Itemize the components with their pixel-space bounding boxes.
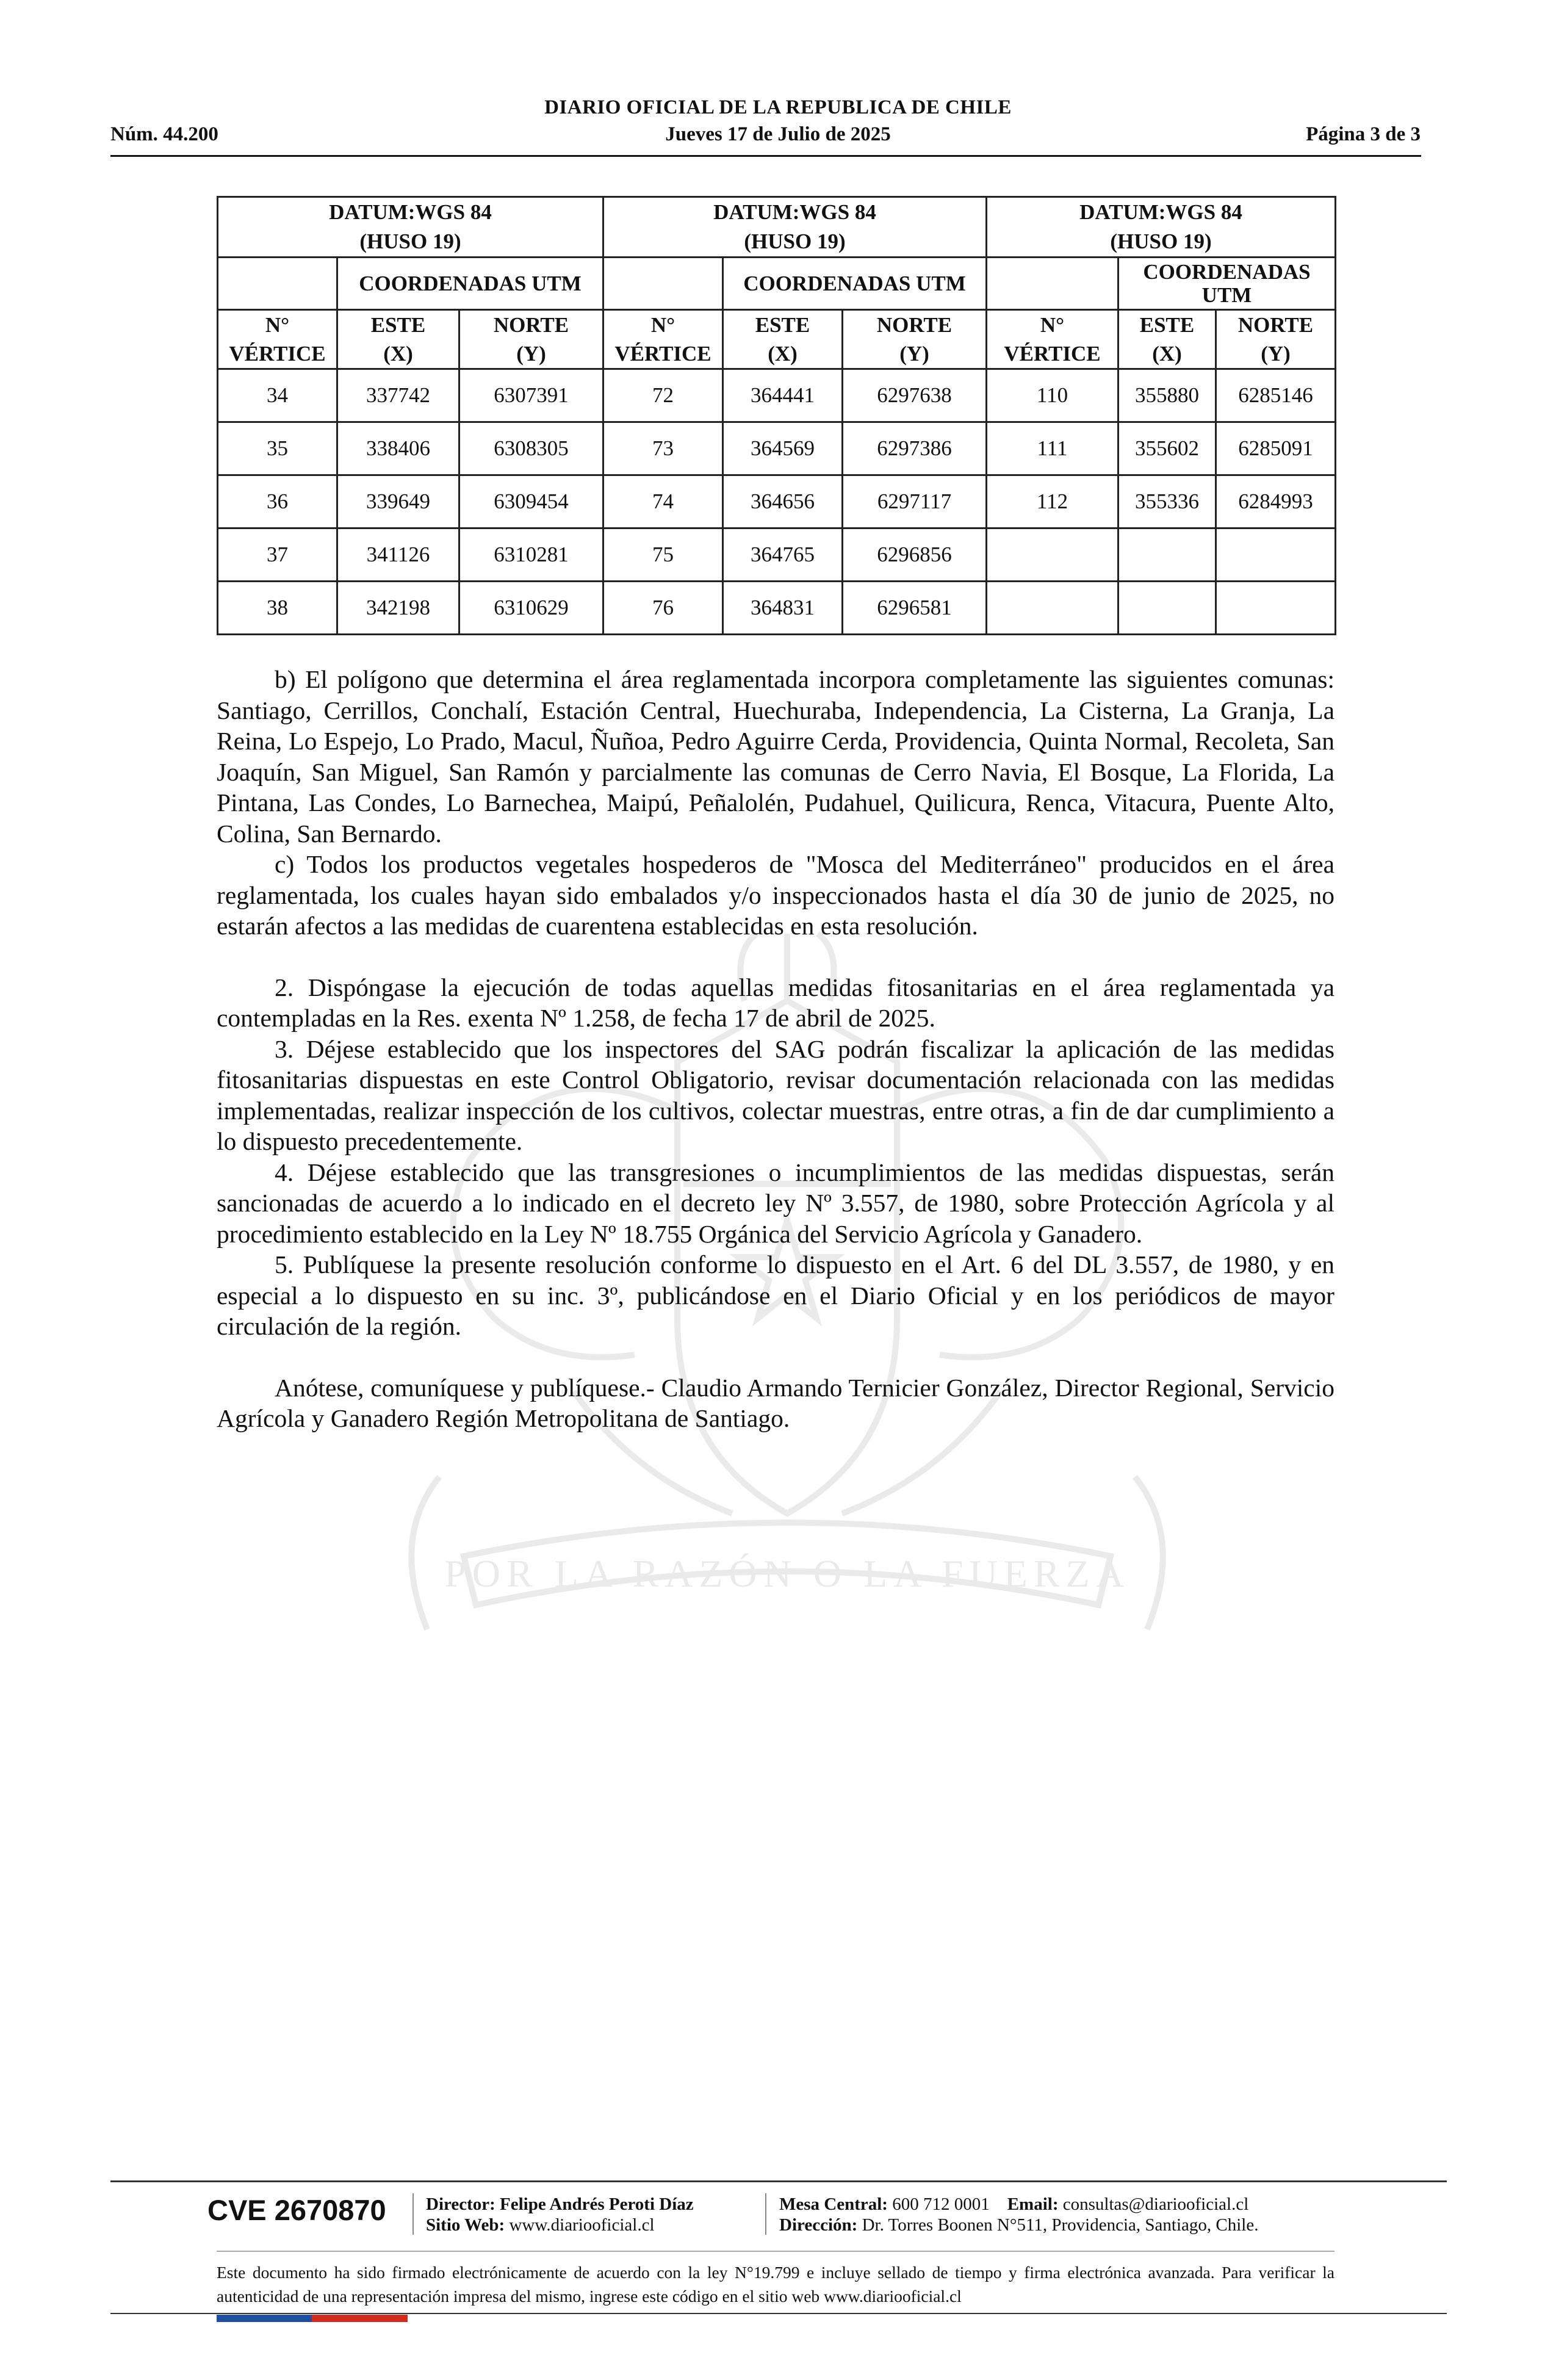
footer-address: Dirección: Dr. Torres Boonen N°511, Providencia, Santiago, Chile.: [779, 2215, 1259, 2235]
paragraph-5: 5. Publíquese la presente resolución conforme lo dispuesto en el Art. 6 del DL 3.557, de 1980, y en especial a lo dispuesto en su inc. 3º, publicándose en el Diario Oficial y en los periódicos de mayor circulación de la región.: [217, 1250, 1334, 1340]
col-norte: NORTE (Y): [1216, 310, 1336, 369]
paragraph-3: 3. Déjese establecido que los inspectores del SAG podrán fiscalizar la aplicación de las medidas fitosanitarias dispuestas en este Control Obligatorio, revisar documentación relacionada con las medidas implementadas, realizar inspección de los cultivos, colectar muestras, entre otras, a fin de dar cumplimiento a lo dispuesto precedentemente.: [217, 1034, 1334, 1155]
footer-director: Director: Felipe Andrés Peroti Díaz: [426, 2194, 694, 2214]
datum-header-3: DATUM:WGS 84 (HUSO 19): [987, 197, 1336, 258]
col-norte: NORTE (Y): [843, 310, 987, 369]
flag-stripe-red: [312, 2315, 408, 2322]
col-este: ESTE (X): [723, 310, 843, 369]
col-este: ESTE (X): [1118, 310, 1216, 369]
paragraph-b: b) El polígono que determina el área reglamentada incorpora completamente las siguientes comunas: Santiago, Cerrillos, Conchalí, Estación Central, Huechuraba, Independencia, La Cisterna, La Granja, La Reina, Lo Espejo, Lo Prado, Macul, Ñuñoa, Pedro Aguirre Cerda, Providencia, Quinta Normal, Recoleta, San Joaquín, San Miguel, San Ramón y parcialmente las comunas de Cerro Navia, El Bosque, La Florida, La Pintana, Las Condes, Lo Barnechea, Maipú, Peñalolén, Pudahuel, Quilicura, Renca, Vitacura, Puente Alto, Colina, San Bernardo.: [217, 665, 1334, 848]
datum-header-2: DATUM:WGS 84 (HUSO 19): [603, 197, 987, 258]
page-indicator: Página 3 de 3: [1306, 123, 1421, 145]
coordinates-table: [217, 196, 1336, 635]
gazette-title: DIARIO OFICIAL DE LA REPUBLICA DE CHILE: [544, 96, 1012, 118]
table-row: 35 338406 6308305 73 364569 6297386 111 355602 6285091: [218, 422, 1336, 475]
closing-signature: Anótese, comuníquese y publíquese.- Claudio Armando Ternicier González, Director Regional, Servicio Agrícola y Ganadero Región Metropolitana de Santiago.: [217, 1373, 1334, 1432]
coord-utm-header-1: COORDENADAS UTM: [337, 258, 603, 310]
col-vertice: N° VÉRTICE: [603, 310, 723, 369]
watermark-motto: POR LA RAZÓN O LA FUERZA: [444, 1552, 1130, 1595]
paragraph-2: 2. Dispóngase la ejecución de todas aquellas medidas fitosanitarias en el área reglamentada ya contempladas en la Res. exenta Nº 1.258, de fecha 17 de abril de 2025.: [217, 973, 1334, 1032]
website-link[interactable]: www.diariooficial.cl: [509, 2215, 655, 2235]
table-row: 34 337742 6307391 72 364441 6297638 110 355880 6285146: [218, 369, 1336, 422]
col-este: ESTE (X): [337, 310, 459, 369]
column-header-row: [218, 310, 1336, 369]
datum-header-row: [218, 197, 1336, 258]
footer-legal-notice: Este documento ha sido firmado electrónicamente de acuerdo con la ley N°19.799 e incluye sellado de tiempo y firma electrónica avanzada. Para verificar la autenticidad de una representación impresa del mismo, ingrese este código en el sitio web www.diariooficial.cl: [217, 2263, 1334, 2306]
cve-code: CVE 2670870: [207, 2194, 386, 2226]
footer-divider-mid: [217, 2251, 1334, 2252]
col-vertice: N° VÉRTICE: [218, 310, 337, 369]
paragraph-4: 4. Déjese establecido que las transgresiones o incumplimientos de las medidas dispuestas, serán sancionadas de acuerdo a lo indicado en el decreto ley Nº 3.557, de 1980, sobre Protección Agrícola y al procedimiento establecido en la Ley Nº 18.755 Orgánica del Servicio Agrícola y Ganadero.: [217, 1158, 1334, 1248]
table-row: 36 339649 6309454 74 364656 6297117 112 355336 6284993: [218, 475, 1336, 528]
email-link[interactable]: consultas@diariooficial.cl: [1062, 2194, 1249, 2214]
coord-header-row: [218, 258, 1336, 310]
flag-stripe-blue: [217, 2315, 312, 2322]
footer-website: Sitio Web: www.diariooficial.cl: [426, 2215, 655, 2235]
footer-separator: [412, 2193, 414, 2235]
coord-utm-header-3: COORDENADAS UTM: [1118, 258, 1336, 310]
header-divider: [110, 155, 1421, 157]
resolution-body: [217, 664, 1334, 1434]
issue-number: Núm. 44.200: [110, 123, 218, 145]
footer-divider-bottom: [110, 2313, 1447, 2314]
table-row: 37 341126 6310281 75 364765 6296856: [218, 528, 1336, 582]
datum-header-1: DATUM:WGS 84 (HUSO 19): [218, 197, 603, 258]
issue-date: Jueves 17 de Julio de 2025: [665, 123, 891, 145]
paragraph-c: c) Todos los productos vegetales hospederos de "Mosca del Mediterráneo" producidos en el área reglamentada, los cuales hayan sido embalados y/o inspeccionados hasta el día 30 de junio de 2025, no estarán afectos a las medidas de cuarentena establecidas en esta resolución.: [217, 850, 1334, 940]
coord-utm-header-2: COORDENADAS UTM: [723, 258, 987, 310]
footer-divider-top: [110, 2180, 1447, 2182]
footer-separator: [765, 2193, 766, 2235]
footer-contact: Mesa Central: 600 712 0001 Email: consultas@diariooficial.cl: [779, 2194, 1249, 2214]
table-row: 38 342198 6310629 76 364831 6296581: [218, 582, 1336, 635]
col-vertice: N° VÉRTICE: [987, 310, 1118, 369]
col-norte: NORTE (Y): [459, 310, 603, 369]
